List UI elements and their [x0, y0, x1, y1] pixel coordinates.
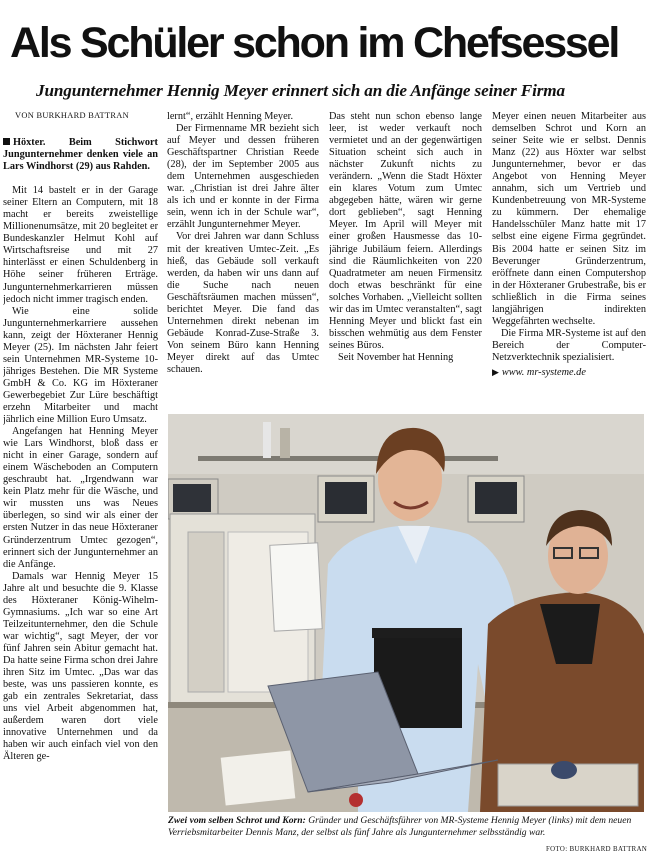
- paragraph: Die Firma MR-Systeme ist auf den Bereich der Computer-Netzverktechnik spezialisiert.: [492, 327, 646, 363]
- paragraph: Das steht nun schon ebenso lange leer, ist weder verkauft noch vermietet und an der gegenwärtigen Situation scheint sich auch in nächster Zukunft nichts zu verändern. „Wenn die Stadt Höxter ein klares Votum zum Umtec abgegeben hätte, wären wir gerne dort geblieben“, sagt Henning Meyer. Im April will Meyer mit einer großen Hausmesse das 10-jährige Jubiläum feiern. Allerdings sind die Räumlichkeiten von 220 Quadratmeter am neuen Firmensitz doch etwas beschränkt für eine solches Vorhaben. „Vielleicht sollten wir das im Umtec veranstalten“, sagt Henning Meyer und blickt fast ein bisschen wehmütig aus dem Fenster seines Büros.: [329, 111, 482, 351]
- article-photo: [168, 414, 644, 812]
- caption-lead: Zwei vom selben Schrot und Korn:: [168, 815, 306, 826]
- web-link[interactable]: ▶ www. mr-systeme.de: [492, 366, 586, 378]
- arrow-right-icon: ▶: [492, 366, 499, 377]
- paragraph: Der Firmenname MR bezieht sich auf Meyer und dessen früheren Geschäftspartner Christian Reede (28), der im September 2005 aus dem Unternehmen ausgeschieden war. „Christian ist drei Jahre älter als ich und er konnte in der Firma sein, wenn ich in der Schule war“, erzählt Jungunternehmer Meyer.: [167, 123, 319, 231]
- article-column-4: [492, 111, 646, 411]
- paragraph: Angefangen hat Henning Meyer wie Lars Windhorst, bloß dass er nicht in einer Garage, sondern auf einem Wäscheboden an Computern geschraubt hat. „Irgendwann war kein Platz mehr für die Wäsche, und wir mussten uns was Neues überlegen, so sind wir als einer der ersten Nutzer in das neue Höxteraner Gründerzentrum Umtec gezogen“, erinnert sich der Jungunternehmer an die Anfänge.: [3, 426, 158, 570]
- article-column-2: [167, 111, 319, 411]
- photo-illustration: [168, 414, 644, 812]
- paragraph: Meyer einen neuen Mitarbeiter aus demselben Schrot und Korn an seiner Seite wie er selbst. Dennis Manz (22) aus Höxter war selbst Jungunternehmer, bevor er das Angebot von Henning Meyer annahm, sich um Vertrieb und Kundenbetreuung von MR-Systeme zu kümmern. Der ehemalige Handelsschüler Manz hatte mit 17 selbst eine eigene Firma gegründet. Bis 2004 hatte er seinen Sitz im Beverunger Gründerzentrum, eröffnete dann einen Computershop in der Höxteraner Grubestraße, bis er schließlich in die Firma seines langjährigen indirekten Weggefährten wechselte.: [492, 111, 646, 327]
- paragraph: Vor drei Jahren war dann Schluss mit der kreativen Umtec-Zeit. „Es hieß, das Gebäude soll verkauft werden, da haben wir uns dann auf die Suche nach neuen Geschäftsräumen machen müssen“, berichtet Meyer. Die fand das Unternehmen direkt nebenan im Gebäude Konrad-Zuse-Straße 3. Von seinem Büro kann Henning Meyer direkt auf das Umtec schauen.: [167, 231, 319, 375]
- paragraph: Seit November hat Henning: [338, 351, 454, 363]
- paragraph: Mit 14 bastelt er in der Garage seiner Eltern an Computern, mit 18 macht er bereits zweistellige Millionenumsätze, mit 20 begleitet er Bundeskanzler Helmut Kohl auf Wirtschaftsreise und mit 27 hinterlässt er einen Schuldenberg in Höhe seiner früheren Erträge. Jungunternehmerkarrieren müssen jedoch nicht immer tragisch enden.: [3, 185, 158, 305]
- caption-text: Gründer und Geschäftsführer von MR-Systeme Hennig Meyer (links) mit dem neuen Verriebsmitarbeiter Dennis Manz, der selbst als fünf Jahre als Jungunternehmer selbsständig war.: [168, 815, 632, 838]
- article-column-3: [329, 111, 482, 411]
- paragraph: Wie eine solide Jungunternehmerkarriere aussehen kann, zeigt der Höxteraner Hennig Meyer (25). Im nächsten Jahr feiert sein Unternehmen MR-Systeme 10-jähriges Bestehen. Die MR Systeme GmbH & Co. KG im Höxteraner Gewerbegebiet Zur Lüre beschäftigt erzehn Mitarbeiter und macht jährlich eine Million Euro Umsatz.: [3, 305, 158, 426]
- byline: VON BURKHARD BATTRAN: [15, 111, 129, 120]
- square-bullet-icon: [3, 138, 10, 145]
- headline: Als Schüler schon im Chefsessel: [10, 19, 619, 67]
- article-column-1: [3, 137, 158, 847]
- subheadline: Jungunternehmer Hennig Meyer erinnert sich an die Anfänge seiner Firma: [36, 81, 565, 100]
- photo-credit: FOTO: BURKHARD BATTRAN: [546, 846, 648, 853]
- paragraph: Damals war Hennig Meyer 15 Jahre alt und besuchte die 9. Klasse des Höxteraner König-Wihelm-Gymnasiums. „Ich war so eine Art Teilzeitunternehmer, den die Schule war wichtig“, sagt Meyer, der vor fünf Jahren sein Abitur gemacht hat. Da hatte seine Firma schon drei Jahre ihren Sitz im Umtec. „Das war das beste, was uns passieren konnte, es gab ein zentrales Sekretariat, dass uns viel Arbeit abgenommen hat, außerdem waren dort viele innovative Unternehmen und da haben wir auch einfach viel von den Älteren ge-: [3, 570, 158, 763]
- photo-caption: [168, 815, 646, 838]
- paragraph: lernt“, erzählt Henning Meyer.: [167, 111, 294, 122]
- lead-paragraph: Höxter. Beim Stichwort Jungunternehmer denken viele an Lars Windhorst (29) aus Rahden.: [3, 137, 158, 173]
